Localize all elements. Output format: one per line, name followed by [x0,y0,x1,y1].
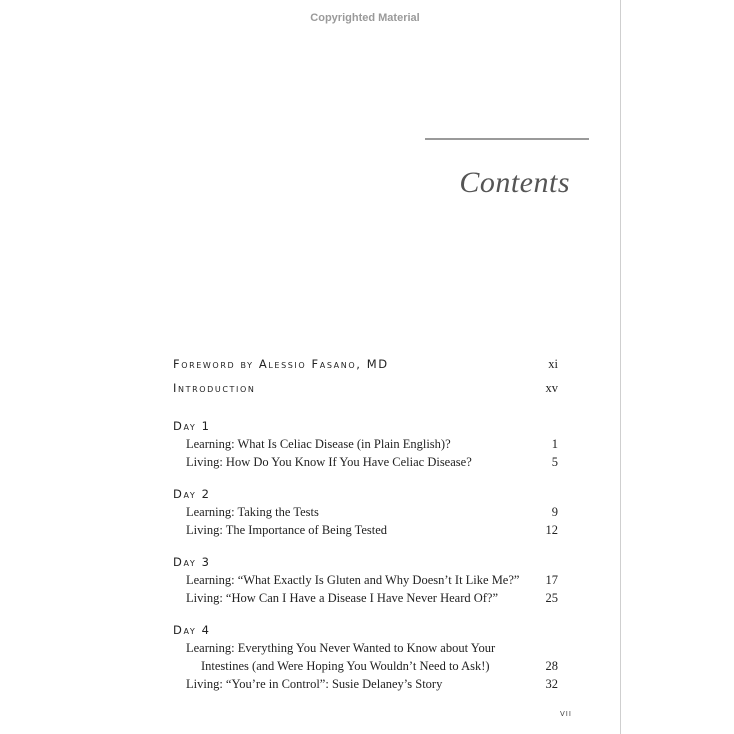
toc-entry-page: 9 [551,505,558,519]
title-rule [425,138,589,140]
toc-day-2 [173,485,558,539]
toc-entry-page: 28 [545,659,558,673]
toc-entry [173,639,558,657]
toc-entry [173,521,558,539]
toc-foreword-label: Foreword by Alessio Fasano, MD [173,357,389,371]
toc-day-heading-label: Day 4 [173,623,211,637]
toc-entry-text: Living: How Do You Know If You Have Celiac Disease? [186,455,472,469]
toc-entry-page: 12 [545,523,558,537]
toc-entry-page: 32 [545,677,558,691]
toc-entry-page: 5 [551,455,558,469]
toc-entry-page: 25 [545,591,558,605]
toc-entry-page: 17 [545,573,558,587]
page-edge-divider [620,0,621,734]
toc-entry-text: Learning: What Is Celiac Disease (in Plain English)? [186,437,451,451]
toc-entry-text: Learning: “What Exactly Is Gluten and Why Doesn’t It Like Me?” [186,573,520,587]
toc-day-heading [173,417,558,435]
table-of-contents [173,355,558,693]
toc-day-4 [173,621,558,693]
toc-entry-text: Living: The Importance of Being Tested [186,523,388,537]
toc-entry-text: Learning: Everything You Never Wanted to Know about Your [186,641,496,655]
toc-entry [173,503,558,521]
toc-day-heading-label: Day 2 [173,487,211,501]
toc-entry [173,571,558,589]
toc-entry [173,589,558,607]
toc-introduction [173,379,558,403]
toc-day-heading [173,621,558,639]
toc-entry-continuation [173,657,558,675]
toc-introduction-label: Introduction [173,381,256,395]
toc-day-heading [173,553,558,571]
toc-entry-text: Living: “How Can I Have a Disease I Have Never Heard Of?” [186,591,499,605]
toc-introduction-page: xv [545,381,558,395]
toc-day-heading [173,485,558,503]
toc-entry-page: 1 [551,437,558,451]
toc-day-heading-label: Day 1 [173,419,211,433]
toc-foreword [173,355,558,379]
copyright-watermark: Copyrighted Material [310,12,420,24]
toc-entry [173,675,558,693]
toc-day-1 [173,417,558,471]
toc-day-heading-label: Day 3 [173,555,211,569]
toc-day-3 [173,553,558,607]
page-folio: vii [560,708,572,719]
toc-foreword-page: xi [548,357,558,371]
page-title: Contents [459,166,570,199]
toc-entry-text: Living: “You’re in Control”: Susie Delaney’s Story [186,677,443,691]
toc-entry [173,453,558,471]
toc-entry-text: Learning: Taking the Tests [186,505,319,519]
toc-entry [173,435,558,453]
toc-entry-text: Intestines (and Were Hoping You Wouldn’t Need to Ask!) [201,659,490,673]
